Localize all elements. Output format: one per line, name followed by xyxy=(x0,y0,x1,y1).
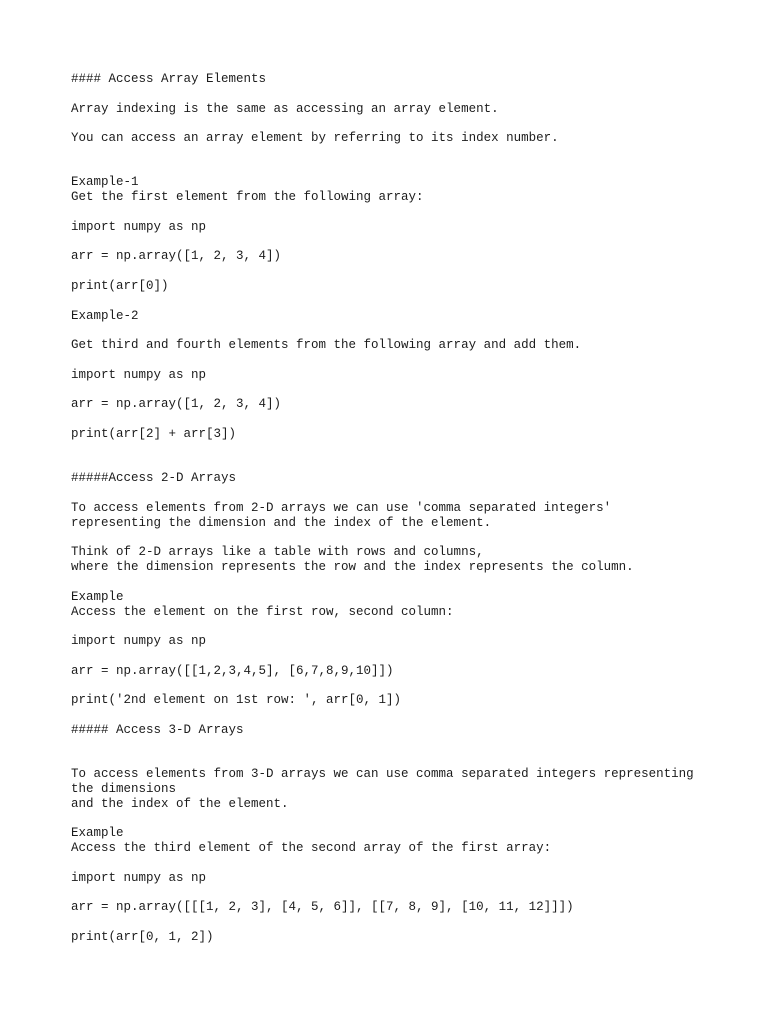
example-2-code-array: arr = np.array([1, 2, 3, 4]) xyxy=(71,397,282,412)
paragraph-3d-access-line-2: the dimensions xyxy=(71,781,177,796)
paragraph-3d-access-line-1: To access elements from 3-D arrays we can use comma separated integers representing xyxy=(71,767,694,782)
example-3d-label: Example xyxy=(71,826,124,841)
example-3d-code-import: import numpy as np xyxy=(71,870,207,885)
example-3d-code-print: print(arr[0, 1, 2]) xyxy=(71,929,214,944)
paragraph-2d-access-line-2: representing the dimension and the index of the element. xyxy=(71,515,492,530)
example-3d-description: Access the third element of the second array of the first array: xyxy=(71,841,552,856)
example-1-label: Example-1 xyxy=(71,175,139,190)
example-1-code-array: arr = np.array([1, 2, 3, 4]) xyxy=(71,249,282,264)
example-2-label: Example-2 xyxy=(71,308,139,323)
document-page xyxy=(71,72,731,945)
paragraph-2d-access-line-1: To access elements from 2-D arrays we can use 'comma separated integers' xyxy=(71,500,612,515)
example-1-code-print: print(arr[0]) xyxy=(71,279,169,294)
example-2d-code-array: arr = np.array([[1,2,3,4,5], [6,7,8,9,10]]) xyxy=(71,663,394,678)
example-2d-description: Access the element on the first row, second column: xyxy=(71,604,454,619)
paragraph-3d-access-line-3: and the index of the element. xyxy=(71,796,289,811)
example-2d-code-import: import numpy as np xyxy=(71,634,207,649)
section-heading-array-elements: #### Access Array Elements xyxy=(71,72,267,86)
section-heading-2d-arrays: #####Access 2-D Arrays xyxy=(71,471,237,486)
example-3d-code-array: arr = np.array([[[1, 2, 3], [4, 5, 6]], [[7, 8, 9], [10, 11, 12]]]) xyxy=(71,900,574,915)
paragraph-2d-table-line-2: where the dimension represents the row and the index represents the column. xyxy=(71,560,634,575)
section-heading-3d-arrays: ##### Access 3-D Arrays xyxy=(71,722,244,737)
example-2d-label: Example xyxy=(71,589,124,604)
paragraph-index-number: You can access an array element by referring to its index number. xyxy=(71,131,559,146)
paragraph-2d-table-line-1: Think of 2-D arrays like a table with rows and columns, xyxy=(71,545,484,560)
example-2-description: Get third and fourth elements from the following array and add them. xyxy=(71,338,582,353)
example-2-code-print: print(arr[2] + arr[3]) xyxy=(71,427,237,442)
example-1-code-import: import numpy as np xyxy=(71,219,207,234)
example-1-description: Get the first element from the following array: xyxy=(71,190,424,205)
paragraph-indexing-intro: Array indexing is the same as accessing an array element. xyxy=(71,101,499,116)
example-2-code-import: import numpy as np xyxy=(71,367,207,382)
example-2d-code-print: print('2nd element on 1st row: ', arr[0, 1]) xyxy=(71,693,402,708)
